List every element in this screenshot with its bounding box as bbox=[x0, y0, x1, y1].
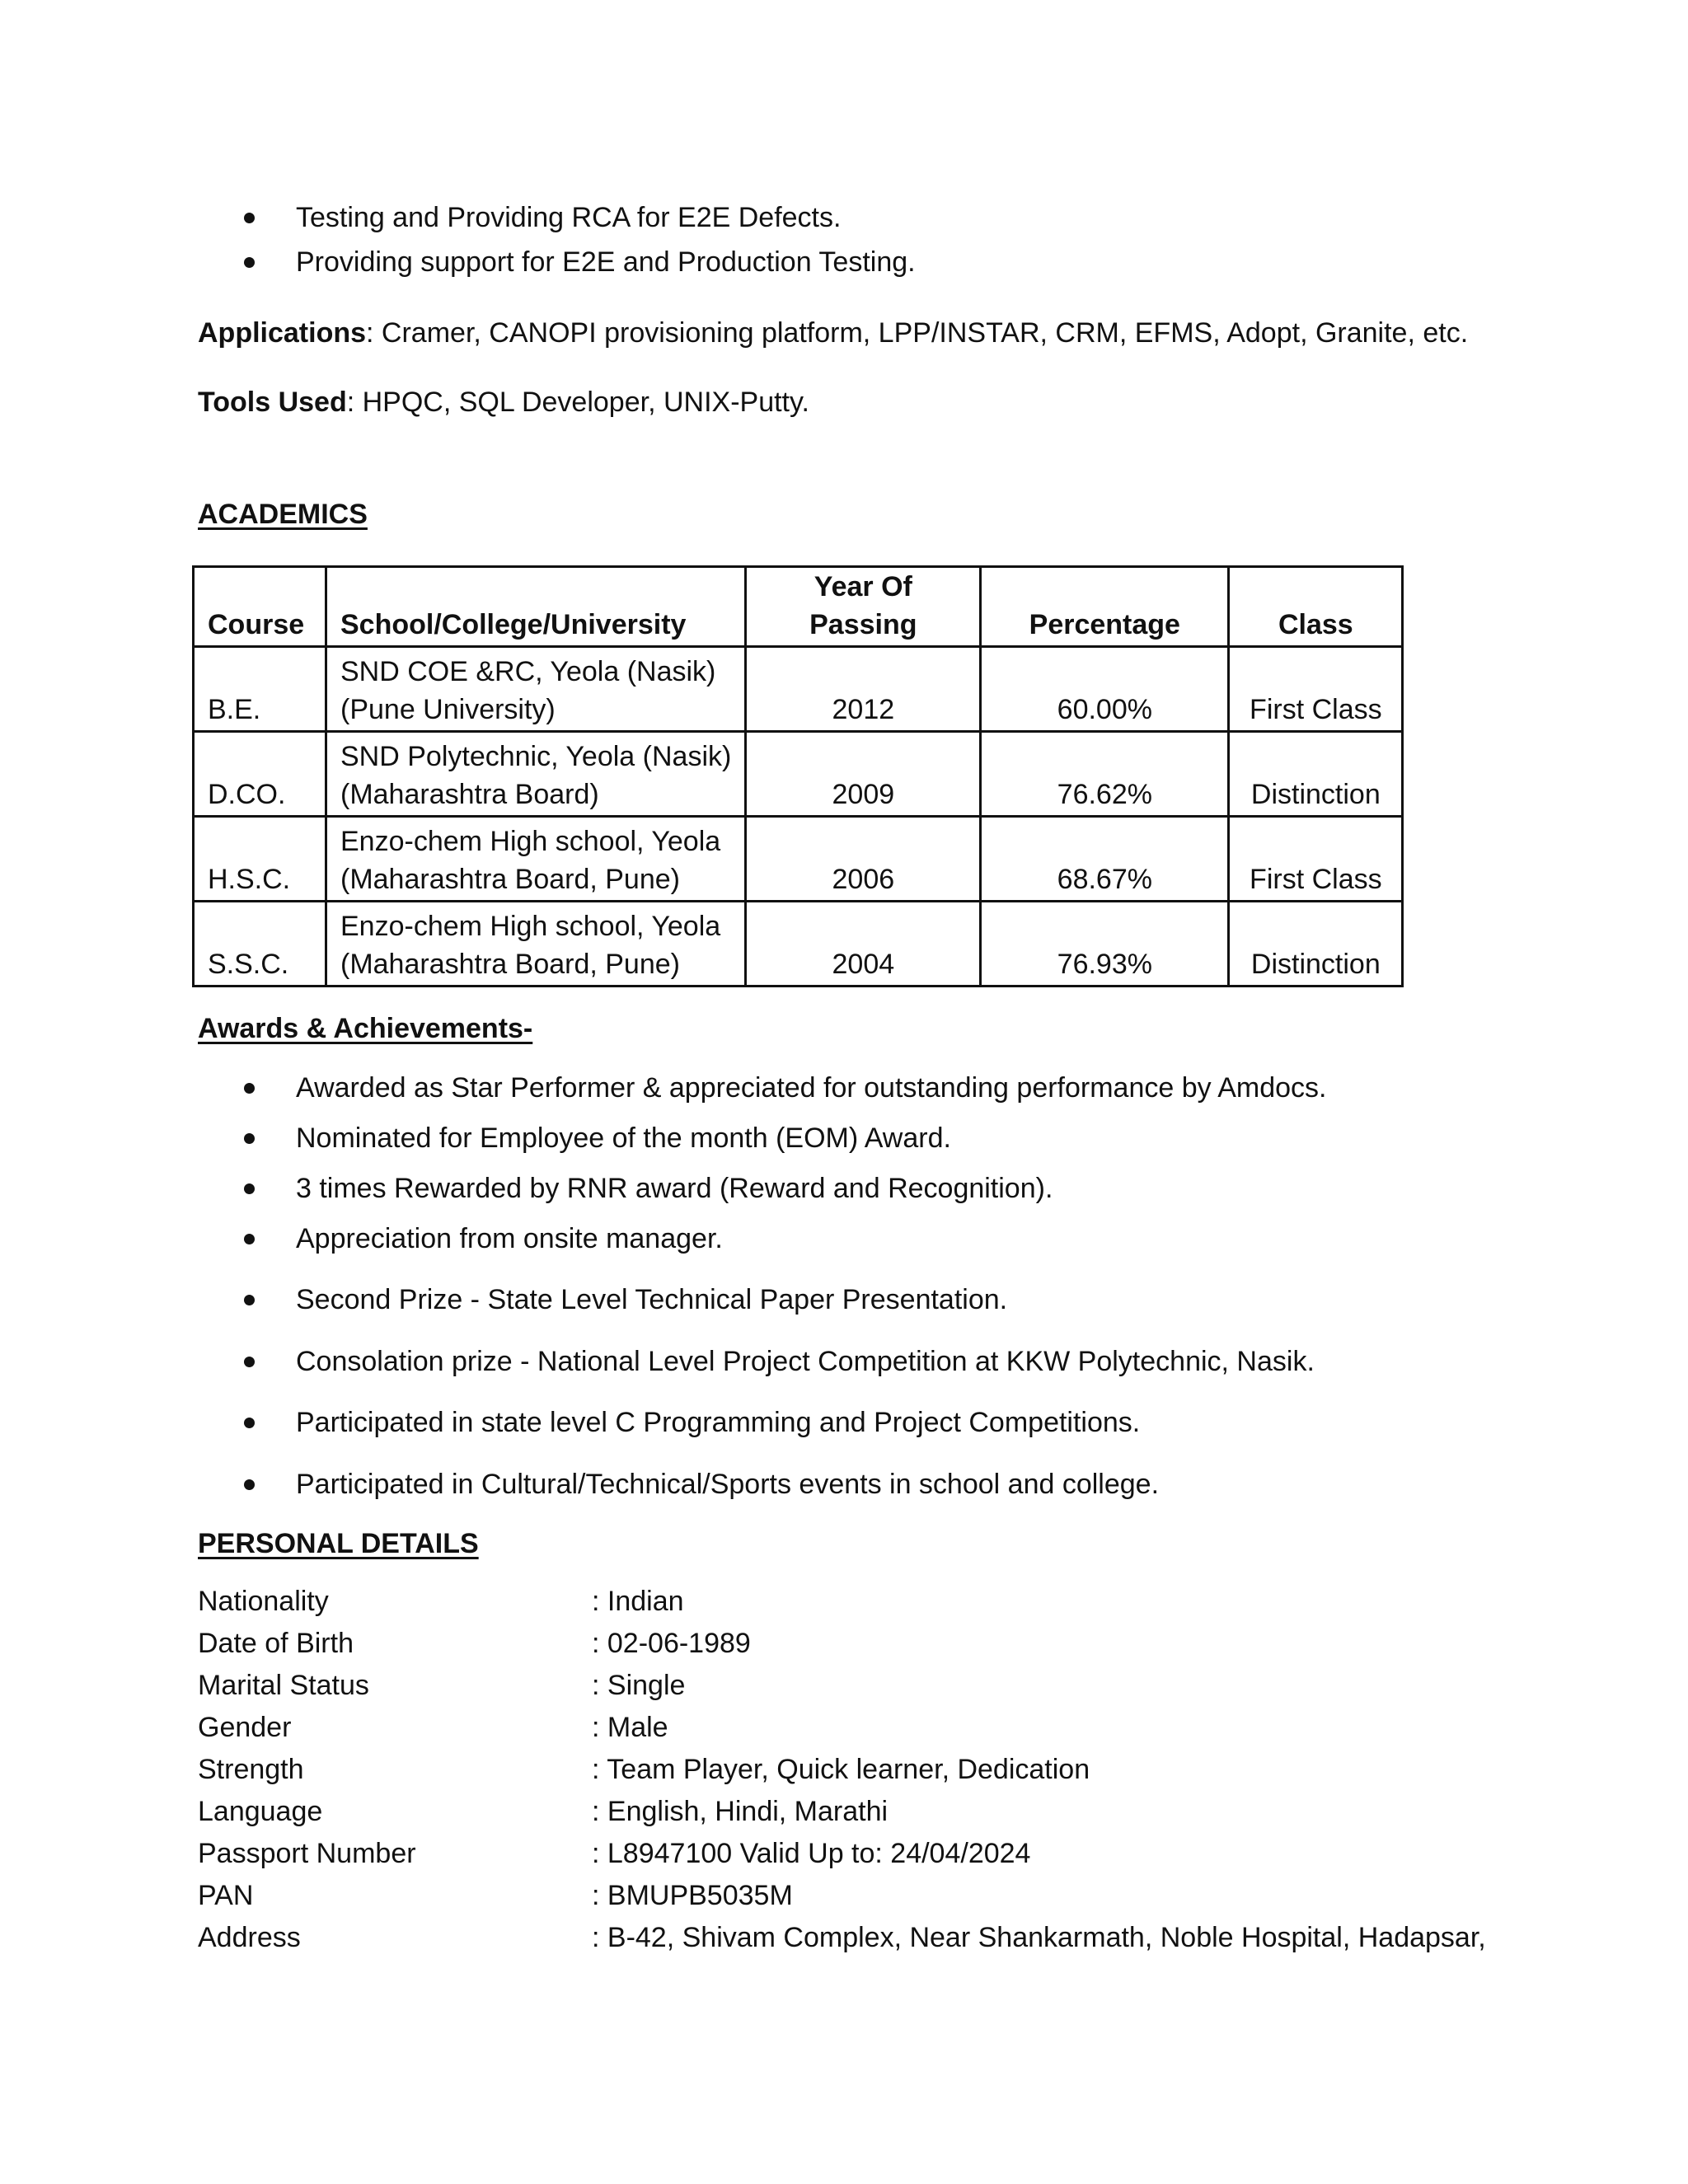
personal-value: : L8947100 Valid Up to: 24/04/2024 bbox=[592, 1838, 1031, 1869]
applications-value: : Cramer, CANOPI provisioning platform, LPP/INSTAR, CRM, EFMS, Adopt, Granite, etc. bbox=[366, 317, 1469, 349]
school-board: (Pune University) bbox=[340, 694, 556, 725]
cell-course: H.S.C. bbox=[194, 817, 326, 902]
personal-value: : 02-06-1989 bbox=[592, 1628, 751, 1659]
personal-label: Nationality bbox=[198, 1586, 329, 1617]
school-board: (Maharashtra Board, Pune) bbox=[340, 864, 680, 895]
cell-percentage: 68.67% bbox=[981, 817, 1229, 902]
cell-school bbox=[326, 732, 746, 817]
table-row bbox=[194, 817, 1403, 902]
bullet-icon bbox=[244, 1133, 255, 1144]
personal-value: : B-42, Shivam Complex, Near Shankarmath, Noble Hospital, Hadapsar, bbox=[592, 1922, 1486, 1953]
cell-course: B.E. bbox=[194, 647, 326, 732]
bullet-icon bbox=[244, 1083, 255, 1094]
personal-label: Date of Birth bbox=[198, 1628, 354, 1659]
personal-label: Strength bbox=[198, 1754, 304, 1785]
school-name: SND Polytechnic, Yeola (Nasik) bbox=[340, 741, 732, 772]
cell-school bbox=[326, 817, 746, 902]
cell-school bbox=[326, 902, 746, 987]
cell-class: First Class bbox=[1229, 817, 1403, 902]
personal-label: Address bbox=[198, 1922, 301, 1953]
work-bullet-text: Providing support for E2E and Production Testing. bbox=[296, 246, 916, 278]
bullet-icon bbox=[244, 1479, 255, 1490]
cell-percentage: 76.62% bbox=[981, 732, 1229, 817]
cell-school bbox=[326, 647, 746, 732]
cell-course: S.S.C. bbox=[194, 902, 326, 987]
school-board: (Maharashtra Board, Pune) bbox=[340, 949, 680, 980]
personal-value: : Team Player, Quick learner, Dedication bbox=[592, 1754, 1090, 1785]
school-name: Enzo-chem High school, Yeola bbox=[340, 911, 721, 942]
header-course: Course bbox=[194, 567, 326, 647]
personal-value: : English, Hindi, Marathi bbox=[592, 1796, 889, 1827]
cell-class: First Class bbox=[1229, 647, 1403, 732]
personal-label: Marital Status bbox=[198, 1670, 369, 1701]
bullet-icon bbox=[244, 1183, 255, 1194]
bullet-icon bbox=[244, 1234, 255, 1244]
school-name: Enzo-chem High school, Yeola bbox=[340, 826, 721, 857]
bullet-icon bbox=[244, 213, 255, 223]
personal-label: Gender bbox=[198, 1712, 292, 1743]
school-name: SND COE &RC, Yeola (Nasik) bbox=[340, 656, 716, 687]
table-row bbox=[194, 732, 1403, 817]
award-text: Second Prize - State Level Technical Paper Presentation. bbox=[296, 1284, 1008, 1315]
bullet-icon bbox=[244, 257, 255, 268]
personal-details-heading: PERSONAL DETAILS bbox=[198, 1528, 479, 1559]
award-text: Participated in Cultural/Technical/Sports events in school and college. bbox=[296, 1469, 1160, 1500]
cell-class: Distinction bbox=[1229, 732, 1403, 817]
cell-percentage: 60.00% bbox=[981, 647, 1229, 732]
cell-year: 2012 bbox=[746, 647, 981, 732]
cell-year: 2006 bbox=[746, 817, 981, 902]
header-percentage: Percentage bbox=[981, 567, 1229, 647]
personal-value: : Male bbox=[592, 1712, 668, 1743]
tools-label: Tools Used bbox=[198, 387, 347, 418]
personal-value: : BMUPB5035M bbox=[592, 1880, 793, 1911]
table-header-row bbox=[194, 567, 1403, 647]
work-bullet-text: Testing and Providing RCA for E2E Defects. bbox=[296, 202, 842, 233]
awards-heading: Awards & Achievements- bbox=[198, 1013, 533, 1044]
award-text: Appreciation from onsite manager. bbox=[296, 1223, 723, 1254]
cell-course: D.CO. bbox=[194, 732, 326, 817]
school-board: (Maharashtra Board) bbox=[340, 779, 599, 810]
header-class: Class bbox=[1229, 567, 1403, 647]
applications-label: Applications bbox=[198, 317, 367, 349]
tools-value: : HPQC, SQL Developer, UNIX-Putty. bbox=[346, 387, 809, 418]
cell-percentage: 76.93% bbox=[981, 902, 1229, 987]
personal-value: : Single bbox=[592, 1670, 686, 1701]
award-text: Consolation prize - National Level Project Competition at KKW Polytechnic, Nasik. bbox=[296, 1346, 1315, 1377]
cell-year: 2004 bbox=[746, 902, 981, 987]
table-row bbox=[194, 902, 1403, 987]
award-text: 3 times Rewarded by RNR award (Reward and Recognition). bbox=[296, 1173, 1053, 1204]
academics-table bbox=[192, 565, 1404, 987]
award-text: Awarded as Star Performer & appreciated for outstanding performance by Amdocs. bbox=[296, 1072, 1327, 1104]
bullet-icon bbox=[244, 1418, 255, 1428]
academics-heading: ACADEMICS bbox=[198, 499, 368, 530]
award-text: Participated in state level C Programming and Project Competitions. bbox=[296, 1407, 1141, 1438]
personal-label: Passport Number bbox=[198, 1838, 416, 1869]
personal-label: Language bbox=[198, 1796, 323, 1827]
header-school: School/College/University bbox=[326, 567, 746, 647]
bullet-icon bbox=[244, 1357, 255, 1367]
cell-year: 2009 bbox=[746, 732, 981, 817]
applications-line bbox=[198, 316, 1468, 349]
tools-line bbox=[198, 386, 809, 419]
bullet-icon bbox=[244, 1295, 255, 1305]
personal-label: PAN bbox=[198, 1880, 254, 1911]
personal-value: : Indian bbox=[592, 1586, 684, 1617]
cell-class: Distinction bbox=[1229, 902, 1403, 987]
award-text: Nominated for Employee of the month (EOM) Award. bbox=[296, 1122, 951, 1154]
table-row bbox=[194, 647, 1403, 732]
header-year: Year Of Passing bbox=[746, 567, 981, 647]
